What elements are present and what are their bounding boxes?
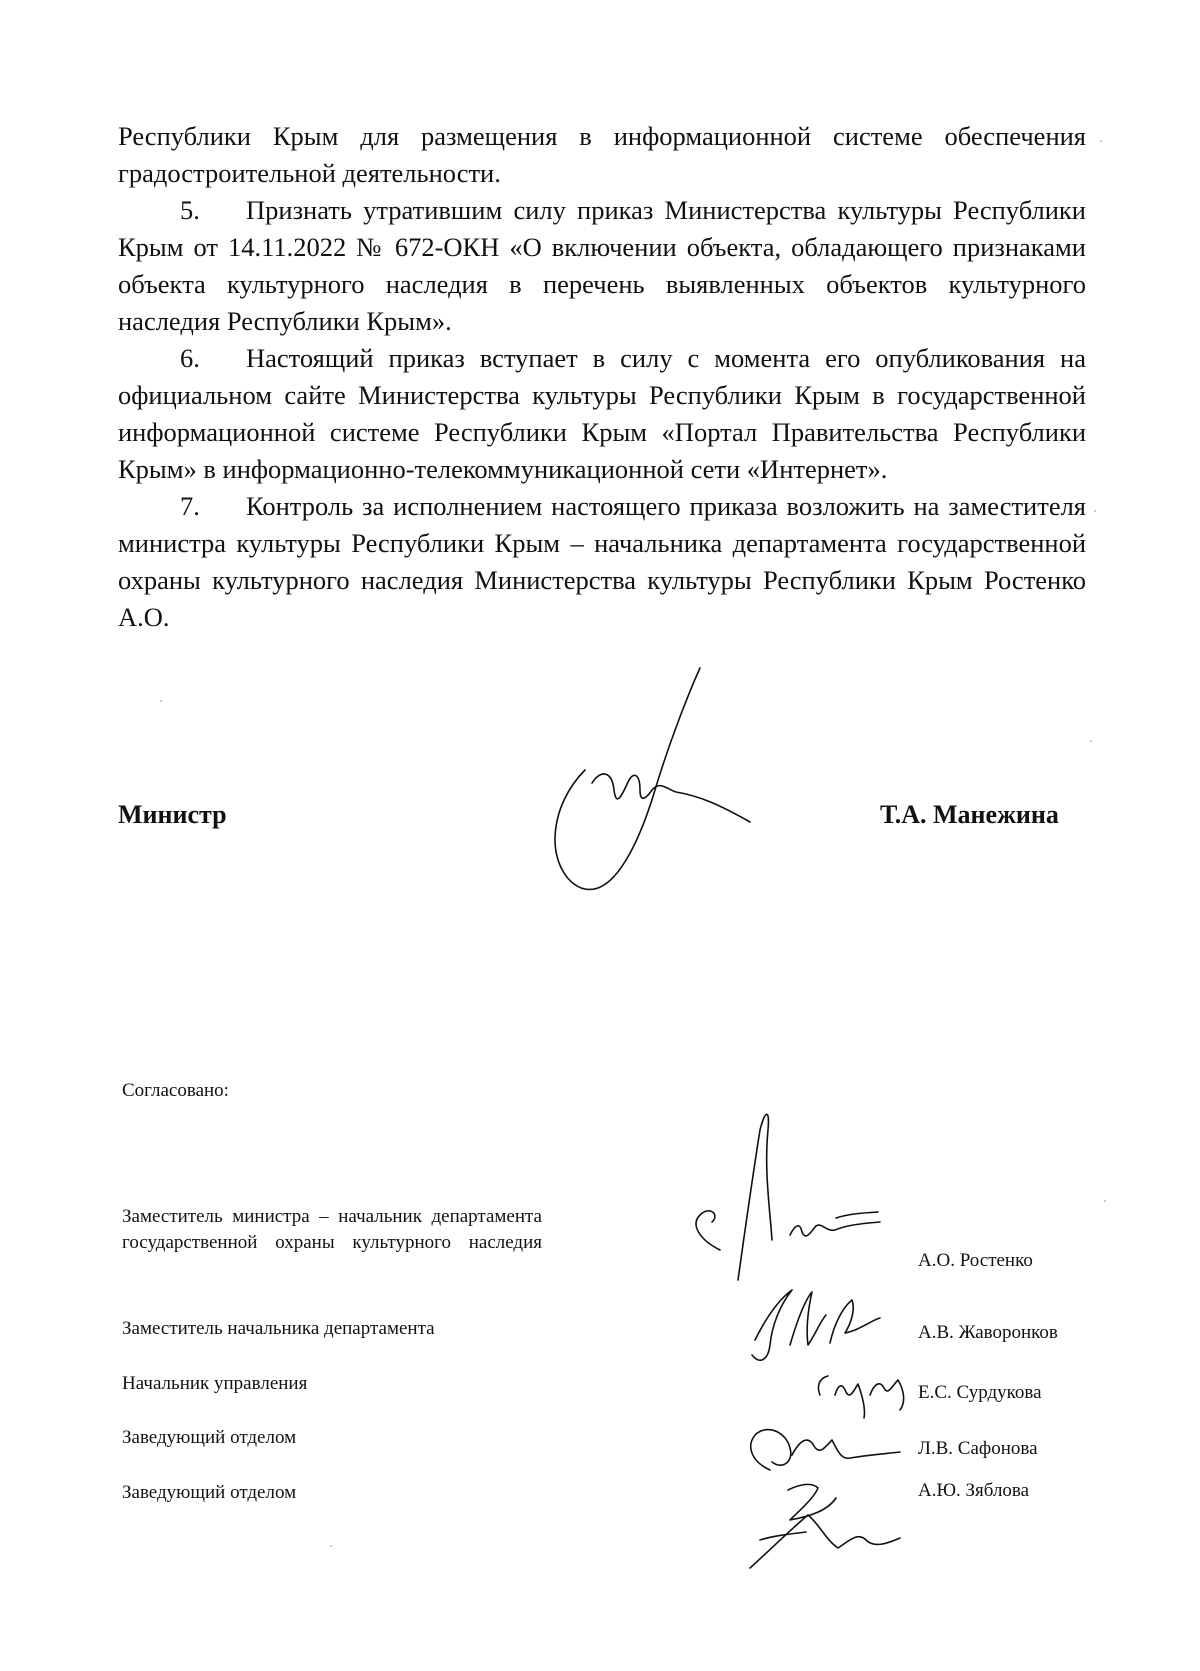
paragraph-7-text: Контроль за исполнением настоящего приказа возложить на заместителя министра культуры Республики Крым – начальника департамента государственной охраны культурного наследия Министерства культуры Республики Крым Ростенко А.О. (118, 491, 1086, 632)
paragraph-6-text: Настоящий приказ вступает в силу с момента его опубликования на официальном сайте Министерства культуры Республики Крым в государственной информационной системе Республики Крым «Портал Правительства Республики Крым» в информационно-телекоммуникационной сети «Интернет». (118, 343, 1086, 484)
approval-label: Согласовано: (122, 1080, 229, 1101)
scan-speck (1094, 510, 1096, 512)
approver-name-3: Е.С. Сурдукова (918, 1382, 1042, 1403)
paragraph-7-number: 7. (180, 491, 200, 521)
scan-speck (160, 700, 162, 702)
approver-name-2: А.В. Жаворонков (918, 1322, 1058, 1343)
approver-position-4: Заведующий отделом (122, 1427, 297, 1448)
approver-position-2: Заместитель начальника департамента (122, 1318, 435, 1339)
paragraph-continuation: Республики Крым для размещения в информационной системе обеспечения градостроительной деятельности. (118, 121, 1086, 188)
approver-name-1: А.О. Ростенко (918, 1250, 1033, 1271)
approver-name-5: А.Ю. Зяблова (918, 1480, 1030, 1501)
scan-speck (1100, 140, 1102, 142)
approver-name-4: Л.В. Сафонова (918, 1438, 1038, 1459)
minister-title: Министр (118, 800, 227, 829)
paragraph-5-text: Признать утратившим силу приказ Министерства культуры Республики Крым от 14.11.2022 № 672-ОКН «О включении объекта, обладающего признаками объекта культурного наследия в перечень выявленных объектов культурного наследия Республики Крым». (118, 195, 1086, 336)
scan-speck (1090, 740, 1092, 742)
minister-name: Т.А. Манежина (880, 800, 1059, 829)
approver-position-5: Заведующий отделом (122, 1482, 297, 1503)
paragraph-6-number: 6. (180, 343, 200, 373)
approver-position-3: Начальник управления (122, 1373, 308, 1394)
approver-position-1: Заместитель министра – начальник департамента государственной охраны культурного наследия (122, 1206, 542, 1253)
scan-speck (1104, 1200, 1106, 1202)
scan-speck (330, 1545, 332, 1547)
paragraph-5-number: 5. (180, 195, 200, 225)
